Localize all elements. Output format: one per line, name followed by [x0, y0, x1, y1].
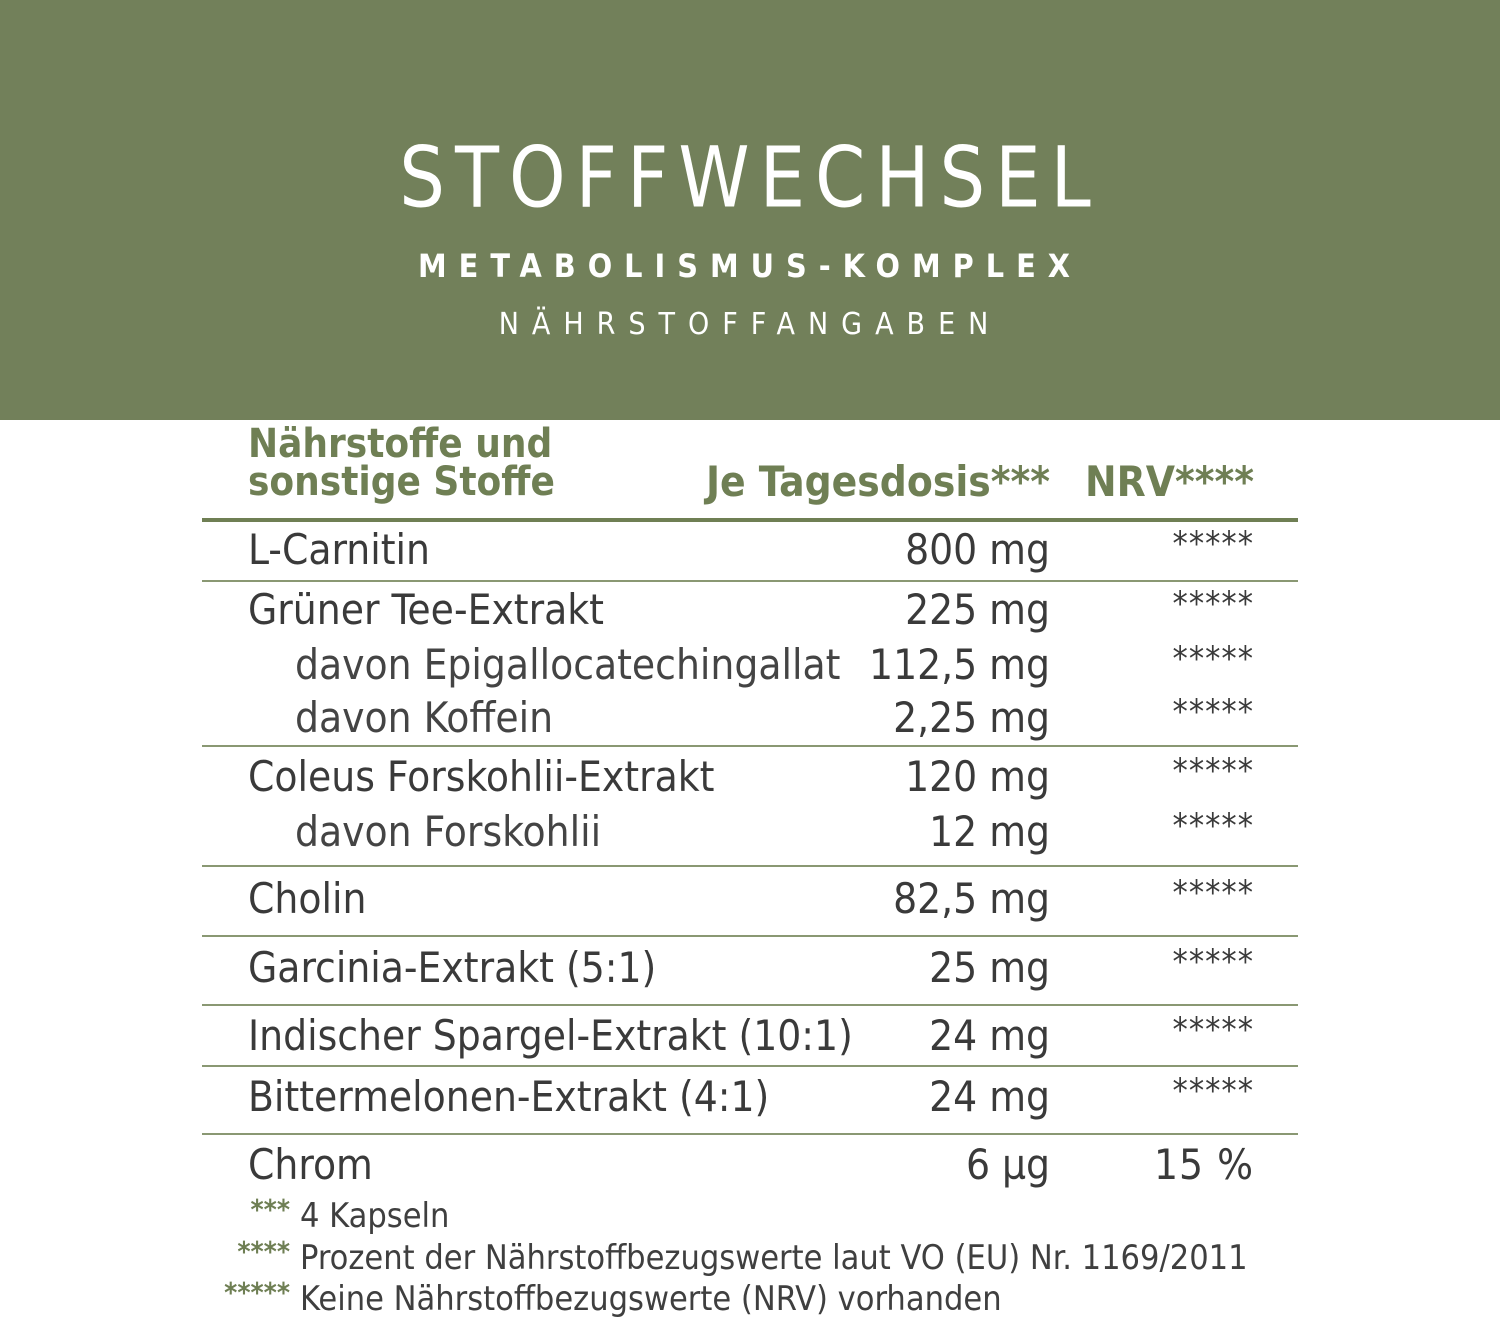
- column-header-nutrients-line1: Nährstoffe und: [248, 421, 553, 467]
- column-header-nutrients: [248, 421, 648, 505]
- footnote-text: Keine Nährstoffbezugswerte (NRV) vorhanden: [300, 1279, 1002, 1319]
- table-row: [0, 525, 1500, 575]
- footnote-mark: *****: [224, 1276, 290, 1309]
- footnote: [0, 1235, 1500, 1278]
- nutrient-nrv: *****: [1172, 873, 1254, 913]
- nutrient-nrv: *****: [1172, 524, 1254, 564]
- nutrient-dose: 6 µg: [965, 1140, 1050, 1189]
- product-subtitle: METABOLISMUS-KOMPLEX: [418, 247, 1082, 285]
- nutrient-nrv: 15 %: [1154, 1140, 1254, 1189]
- footnote-mark: ***: [250, 1193, 290, 1226]
- nutrient-name: L-Carnitin: [248, 525, 430, 574]
- nutrient-name: Grüner Tee-Extrakt: [248, 585, 604, 634]
- section-title: NÄHRSTOFFANGABEN: [498, 307, 1002, 342]
- nutrient-dose: 24 mg: [929, 1072, 1050, 1121]
- header-divider: [202, 518, 1298, 522]
- nutrient-nrv: *****: [1172, 692, 1254, 732]
- row-divider: [202, 1065, 1298, 1067]
- table-row: [0, 640, 1500, 690]
- table-row: [0, 807, 1500, 857]
- product-title: STOFFWECHSEL: [399, 128, 1101, 227]
- nutrient-dose: 25 mg: [929, 943, 1050, 992]
- table-row: [0, 1072, 1500, 1122]
- row-divider: [202, 745, 1298, 747]
- nutrient-nrv: *****: [1172, 1010, 1254, 1050]
- nutrient-name: Garcinia-Extrakt (5:1): [248, 943, 657, 992]
- nutrient-nrv: *****: [1172, 751, 1254, 791]
- column-header-nutrients-line2: sonstige Stoffe: [248, 459, 555, 505]
- nutrient-dose: 225 mg: [905, 585, 1050, 634]
- nutrient-nrv: *****: [1172, 584, 1254, 624]
- nutrient-name: Cholin: [248, 874, 367, 923]
- nutrient-nrv: *****: [1172, 942, 1254, 982]
- column-header-daily-dose: Je Tagesdosis***: [705, 457, 1050, 506]
- nutrient-nrv: *****: [1172, 806, 1254, 846]
- nutrient-dose: 2,25 mg: [893, 693, 1050, 742]
- footnote-mark: ****: [237, 1235, 290, 1268]
- table-row: [0, 1011, 1500, 1061]
- nutrient-dose: 82,5 mg: [893, 874, 1050, 923]
- nutrient-dose: 112,5 mg: [869, 640, 1050, 689]
- column-header-nrv: NRV****: [1085, 457, 1254, 506]
- footnote: [0, 1193, 1500, 1236]
- nutrient-name: Bittermelonen-Extrakt (4:1): [248, 1072, 770, 1121]
- header-banner: [0, 0, 1500, 420]
- table-row: [0, 1140, 1500, 1190]
- nutrient-name: Chrom: [248, 1140, 373, 1189]
- nutrient-name: Coleus Forskohlii-Extrakt: [248, 752, 715, 801]
- row-divider: [202, 935, 1298, 937]
- nutrient-dose: 24 mg: [929, 1011, 1050, 1060]
- table-row: [0, 693, 1500, 743]
- table-row: [0, 943, 1500, 993]
- row-divider: [202, 1133, 1298, 1135]
- nutrient-dose: 120 mg: [905, 752, 1050, 801]
- table-row: [0, 752, 1500, 802]
- row-divider: [202, 865, 1298, 867]
- nutrient-dose: 12 mg: [929, 807, 1050, 856]
- nutrient-dose: 800 mg: [905, 525, 1050, 574]
- footnote-text: Prozent der Nährstoffbezugswerte laut VO (EU) Nr. 1169/2011: [300, 1238, 1248, 1278]
- nutrient-nrv: *****: [1172, 639, 1254, 679]
- nutrient-name: davon Forskohlii: [295, 807, 602, 856]
- nutrient-name: Indischer Spargel-Extrakt (10:1): [248, 1011, 853, 1060]
- nutrient-name: davon Epigallocatechingallat: [295, 640, 841, 689]
- table-row: [0, 874, 1500, 924]
- nutrient-name: davon Koffein: [295, 693, 554, 742]
- footnote: [0, 1276, 1500, 1319]
- row-divider: [202, 1004, 1298, 1006]
- footnote-text: 4 Kapseln: [300, 1196, 450, 1236]
- nutrient-nrv: *****: [1172, 1071, 1254, 1111]
- table-row: [0, 585, 1500, 635]
- row-divider: [202, 580, 1298, 582]
